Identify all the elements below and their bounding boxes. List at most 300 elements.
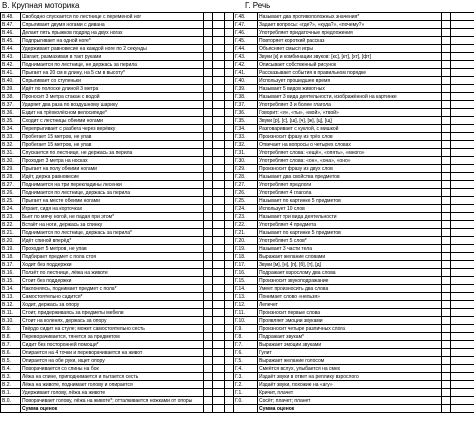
left-score-box[interactable] <box>204 237 213 245</box>
right-score-box[interactable] <box>442 61 451 69</box>
right-sum-box[interactable] <box>442 405 451 413</box>
left-code: В.12. <box>1 301 21 309</box>
left-score-box[interactable] <box>204 13 213 21</box>
right-score-box[interactable] <box>442 301 451 309</box>
right-score-box[interactable] <box>442 269 451 277</box>
left-score-box[interactable] <box>204 213 213 221</box>
left-code: В.11. <box>1 309 21 317</box>
column-spacer <box>451 205 474 213</box>
right-code: Г.4. <box>234 365 258 373</box>
left-item-text: Лёжа на спине, приподнимается и пытается сесть <box>21 373 204 381</box>
right-score-box[interactable] <box>442 157 451 165</box>
column-spacer <box>213 317 225 325</box>
left-score-box[interactable] <box>204 317 213 325</box>
right-score-box[interactable] <box>442 85 451 93</box>
right-item-text: Использует 10 слов <box>258 205 442 213</box>
right-code: Г.41. <box>234 69 258 77</box>
assessment-row <box>1 165 474 173</box>
left-item-text: Спускается по лестнице, не держась за перила <box>21 149 204 157</box>
assessment-row <box>1 349 474 357</box>
right-score-box[interactable] <box>442 13 451 21</box>
left-item-text: Удерживает голову, лёжа на животе <box>21 389 204 397</box>
left-score-box[interactable] <box>204 341 213 349</box>
column-spacer <box>213 341 225 349</box>
left-code: В.4. <box>1 365 21 373</box>
column-spacer <box>451 109 474 117</box>
right-score-box[interactable] <box>442 77 451 85</box>
left-extra-box[interactable] <box>225 389 234 397</box>
right-code: Г.19. <box>234 245 258 253</box>
right-score-box[interactable] <box>442 365 451 373</box>
column-spacer <box>451 245 474 253</box>
right-item-text: Издаёт звуки, похожие на «агу» <box>258 381 442 389</box>
column-spacer <box>451 397 474 405</box>
left-extra-box[interactable] <box>225 373 234 381</box>
right-score-box[interactable] <box>442 37 451 45</box>
left-extra-box[interactable] <box>225 37 234 45</box>
footer-spacer <box>451 405 474 413</box>
left-code: В.42. <box>1 61 21 69</box>
left-item-text: Спрыгивает двумя ногами с дивана <box>21 21 204 29</box>
right-item-text: Произносит фразу из трёх слов <box>258 133 442 141</box>
left-extra-box[interactable] <box>225 45 234 53</box>
column-spacer <box>451 253 474 261</box>
left-code: В.29. <box>1 165 21 173</box>
assessment-table <box>0 12 474 413</box>
left-score-box[interactable] <box>204 253 213 261</box>
column-spacer <box>213 205 225 213</box>
right-score-box[interactable] <box>442 237 451 245</box>
left-extra-box[interactable] <box>225 29 234 37</box>
right-item-text: Употребляет слова: «ещё», «опять», «много» <box>258 149 442 157</box>
right-code: Г.40. <box>234 77 258 85</box>
left-item-text: Подбирает предмет с пола стоя <box>21 253 204 261</box>
left-score-box[interactable] <box>204 293 213 301</box>
left-sum-extra-box[interactable] <box>225 405 234 413</box>
right-score-box[interactable] <box>442 333 451 341</box>
right-code: Г.3. <box>234 373 258 381</box>
left-item-text: Поднимается по лестнице, держась за перила <box>21 189 204 197</box>
assessment-row <box>1 109 474 117</box>
left-score-box[interactable] <box>204 261 213 269</box>
left-extra-box[interactable] <box>225 245 234 253</box>
right-item-text: Гулит <box>258 349 442 357</box>
assessment-row <box>1 389 474 397</box>
right-item-text: Сосёт; плачет; планет <box>258 397 442 405</box>
left-extra-box[interactable] <box>225 269 234 277</box>
left-extra-box[interactable] <box>225 149 234 157</box>
column-spacer <box>451 285 474 293</box>
left-extra-box[interactable] <box>225 133 234 141</box>
right-item-text: Называет два противоположных значения* <box>258 13 442 21</box>
left-score-box[interactable] <box>204 173 213 181</box>
left-score-box[interactable] <box>204 157 213 165</box>
right-item-text: Разговаривает с куклой, с мишкой <box>258 125 442 133</box>
left-extra-box[interactable] <box>225 77 234 85</box>
column-spacer <box>213 85 225 93</box>
left-extra-box[interactable] <box>225 397 234 405</box>
left-code: В.41. <box>1 69 21 77</box>
left-extra-box[interactable] <box>225 141 234 149</box>
right-score-box[interactable] <box>442 45 451 53</box>
right-item-text: Понимает слово «нельзя» <box>258 293 442 301</box>
assessment-row <box>1 45 474 53</box>
right-score-box[interactable] <box>442 213 451 221</box>
assessment-row <box>1 77 474 85</box>
right-score-box[interactable] <box>442 165 451 173</box>
left-score-box[interactable] <box>204 373 213 381</box>
right-item-text: Называет 3 вида деятельности, изображённой на картинке <box>258 93 442 101</box>
left-score-box[interactable] <box>204 381 213 389</box>
left-extra-box[interactable] <box>225 205 234 213</box>
left-score-box[interactable] <box>204 181 213 189</box>
assessment-row <box>1 93 474 101</box>
left-extra-box[interactable] <box>225 365 234 373</box>
left-extra-box[interactable] <box>225 229 234 237</box>
column-spacer <box>213 13 225 21</box>
left-score-box[interactable] <box>204 229 213 237</box>
right-score-box[interactable] <box>442 125 451 133</box>
assessment-row <box>1 245 474 253</box>
right-score-box[interactable] <box>442 229 451 237</box>
right-score-box[interactable] <box>442 29 451 37</box>
column-spacer <box>213 133 225 141</box>
right-code: Г.18. <box>234 253 258 261</box>
right-code: Г.7. <box>234 341 258 349</box>
left-item-text: Проходит 5 метров, не упав <box>21 245 204 253</box>
left-score-box[interactable] <box>204 93 213 101</box>
column-spacer <box>451 229 474 237</box>
right-score-box[interactable] <box>442 197 451 205</box>
left-extra-box[interactable] <box>225 69 234 77</box>
right-score-box[interactable] <box>442 205 451 213</box>
left-score-box[interactable] <box>204 221 213 229</box>
right-code: Г.5. <box>234 357 258 365</box>
right-score-box[interactable] <box>442 397 451 405</box>
column-spacer <box>213 53 225 61</box>
assessment-row <box>1 221 474 229</box>
left-item-text: Бьет по мячу ногой, не падая при этом* <box>21 213 204 221</box>
right-score-box[interactable] <box>442 181 451 189</box>
right-score-box[interactable] <box>442 117 451 125</box>
column-spacer <box>213 221 225 229</box>
left-code: В.18. <box>1 253 21 261</box>
left-code: В.3. <box>1 373 21 381</box>
left-item-text: Ходит без поддержки <box>21 261 204 269</box>
assessment-row <box>1 365 474 373</box>
left-score-box[interactable] <box>204 349 213 357</box>
left-score-box[interactable] <box>204 389 213 397</box>
column-spacer <box>451 389 474 397</box>
right-score-box[interactable] <box>442 357 451 365</box>
left-score-box[interactable] <box>204 189 213 197</box>
left-item-text: Прыгает на месте обеими ногами <box>21 197 204 205</box>
right-score-box[interactable] <box>442 293 451 301</box>
column-spacer <box>451 349 474 357</box>
column-spacer <box>213 69 225 77</box>
left-extra-box[interactable] <box>225 261 234 269</box>
left-item-text: Ездит на трёхколёсном велосипеде* <box>21 109 204 117</box>
left-score-box[interactable] <box>204 117 213 125</box>
left-extra-box[interactable] <box>225 213 234 221</box>
left-extra-box[interactable] <box>225 301 234 309</box>
left-extra-box[interactable] <box>225 189 234 197</box>
left-score-box[interactable] <box>204 101 213 109</box>
column-spacer <box>213 333 225 341</box>
column-spacer <box>451 37 474 45</box>
left-code: В.43. <box>1 53 21 61</box>
right-score-box[interactable] <box>442 21 451 29</box>
right-item-text: Описывает собственный рисунок <box>258 61 442 69</box>
right-item-text: Подражает звукам* <box>258 333 442 341</box>
right-item-text: Выражает эмоции звуками <box>258 341 442 349</box>
right-score-box[interactable] <box>442 285 451 293</box>
left-score-box[interactable] <box>204 277 213 285</box>
left-score-box[interactable] <box>204 61 213 69</box>
right-score-box[interactable] <box>442 325 451 333</box>
left-item-text: Пробегает 15 метров, не упав <box>21 133 204 141</box>
left-score-box[interactable] <box>204 325 213 333</box>
assessment-row <box>1 333 474 341</box>
column-spacer <box>213 261 225 269</box>
left-extra-box[interactable] <box>225 221 234 229</box>
assessment-row <box>1 309 474 317</box>
assessment-row <box>1 397 474 405</box>
left-score-box[interactable] <box>204 245 213 253</box>
assessment-row <box>1 237 474 245</box>
left-score-box[interactable] <box>204 269 213 277</box>
assessment-row <box>1 277 474 285</box>
left-extra-box[interactable] <box>225 285 234 293</box>
left-extra-box[interactable] <box>225 253 234 261</box>
right-score-box[interactable] <box>442 173 451 181</box>
left-extra-box[interactable] <box>225 381 234 389</box>
left-code: В.30. <box>1 157 21 165</box>
right-score-box[interactable] <box>442 341 451 349</box>
column-spacer <box>451 165 474 173</box>
right-item-text: Называет 3 части тела <box>258 245 442 253</box>
right-code: Г.8. <box>234 333 258 341</box>
assessment-row <box>1 181 474 189</box>
section-title-speech: Г. Речь <box>245 1 271 10</box>
column-spacer <box>451 189 474 197</box>
column-spacer <box>213 245 225 253</box>
left-score-box[interactable] <box>204 333 213 341</box>
column-spacer <box>213 109 225 117</box>
column-spacer <box>451 141 474 149</box>
left-score-box[interactable] <box>204 365 213 373</box>
left-code: В.28. <box>1 173 21 181</box>
left-score-box[interactable] <box>204 77 213 85</box>
right-score-box[interactable] <box>442 149 451 157</box>
left-code: В.16. <box>1 269 21 277</box>
left-extra-box[interactable] <box>225 325 234 333</box>
right-code: Г.34. <box>234 125 258 133</box>
right-item-text: Звуки [р], [с], [ш], [ч], [ж], [ц], [щ] <box>258 117 442 125</box>
left-score-box[interactable] <box>204 133 213 141</box>
left-score-box[interactable] <box>204 85 213 93</box>
column-spacer <box>213 149 225 157</box>
left-extra-box[interactable] <box>225 173 234 181</box>
right-code: Г.36. <box>234 109 258 117</box>
right-score-box[interactable] <box>442 389 451 397</box>
left-extra-box[interactable] <box>225 317 234 325</box>
left-item-text: Свободно спускается по лестнице с переменой ног <box>21 13 204 21</box>
left-extra-box[interactable] <box>225 13 234 21</box>
left-item-text: Ударяет два раза по воздушному шарику <box>21 101 204 109</box>
left-score-box[interactable] <box>204 37 213 45</box>
left-score-box[interactable] <box>204 141 213 149</box>
column-spacer <box>213 373 225 381</box>
right-item-text: Кричит, плачет <box>258 389 442 397</box>
left-extra-box[interactable] <box>225 165 234 173</box>
right-score-box[interactable] <box>442 253 451 261</box>
left-sum-box[interactable] <box>204 405 213 413</box>
left-score-box[interactable] <box>204 301 213 309</box>
column-spacer <box>451 301 474 309</box>
column-spacer <box>213 277 225 285</box>
right-score-box[interactable] <box>442 373 451 381</box>
left-item-text: Играет, сидя на корточках <box>21 205 204 213</box>
left-code: В.19. <box>1 245 21 253</box>
column-spacer <box>213 101 225 109</box>
right-item-text: Употребляет 5 слов* <box>258 237 442 245</box>
right-score-box[interactable] <box>442 69 451 77</box>
left-extra-box[interactable] <box>225 293 234 301</box>
left-extra-box[interactable] <box>225 21 234 29</box>
left-score-box[interactable] <box>204 149 213 157</box>
left-code: В.25. <box>1 197 21 205</box>
left-item-text: Поднимается на три перекладины лесенки <box>21 181 204 189</box>
left-score-box[interactable] <box>204 109 213 117</box>
left-extra-box[interactable] <box>225 125 234 133</box>
right-item-text: Выражает желание голосом <box>258 357 442 365</box>
left-code: В.0. <box>1 397 21 405</box>
left-item-text: Проходит 3 метра на носках <box>21 157 204 165</box>
left-code: В.9. <box>1 325 21 333</box>
left-extra-box[interactable] <box>225 341 234 349</box>
left-extra-box[interactable] <box>225 277 234 285</box>
right-code: Г.2. <box>234 381 258 389</box>
right-score-box[interactable] <box>442 261 451 269</box>
left-score-box[interactable] <box>204 69 213 77</box>
right-code: Г.43. <box>234 53 258 61</box>
left-score-box[interactable] <box>204 309 213 317</box>
left-score-box[interactable] <box>204 125 213 133</box>
left-score-box[interactable] <box>204 29 213 37</box>
right-item-text: Употребляет придаточные предложения <box>258 29 442 37</box>
right-score-box[interactable] <box>442 101 451 109</box>
section-title-gross-motor: В. Крупная моторика <box>2 1 80 10</box>
column-spacer <box>451 117 474 125</box>
left-extra-box[interactable] <box>225 61 234 69</box>
right-score-box[interactable] <box>442 221 451 229</box>
left-extra-box[interactable] <box>225 181 234 189</box>
left-score-box[interactable] <box>204 285 213 293</box>
right-score-box[interactable] <box>442 277 451 285</box>
left-extra-box[interactable] <box>225 85 234 93</box>
column-spacer <box>213 37 225 45</box>
right-code: Г.27. <box>234 181 258 189</box>
column-spacer <box>213 165 225 173</box>
right-code: Г.26. <box>234 189 258 197</box>
left-score-box[interactable] <box>204 357 213 365</box>
left-item-text: Идёт, держа равновесие <box>21 173 204 181</box>
right-score-box[interactable] <box>442 141 451 149</box>
right-score-box[interactable] <box>442 133 451 141</box>
left-item-text: Поднимается по лестнице, держась за перила* <box>21 229 204 237</box>
column-spacer <box>451 93 474 101</box>
right-item-text: Использует прошедшее время <box>258 77 442 85</box>
right-item-text: Называет по картинке 5 предметов <box>258 197 442 205</box>
left-item-text: Стоит, придерживаясь за предметы мебели <box>21 309 204 317</box>
left-item-text: Прыгает на полу обеими ногами <box>21 165 204 173</box>
right-score-box[interactable] <box>442 381 451 389</box>
left-item-text: Самостоятельно садится* <box>21 293 204 301</box>
right-score-box[interactable] <box>442 245 451 253</box>
right-code: Г.15. <box>234 277 258 285</box>
right-score-box[interactable] <box>442 349 451 357</box>
left-extra-box[interactable] <box>225 349 234 357</box>
column-spacer <box>213 77 225 85</box>
right-score-box[interactable] <box>442 317 451 325</box>
column-spacer <box>213 269 225 277</box>
left-extra-box[interactable] <box>225 237 234 245</box>
left-extra-box[interactable] <box>225 157 234 165</box>
left-score-box[interactable] <box>204 165 213 173</box>
left-extra-box[interactable] <box>225 109 234 117</box>
right-code: Г.25. <box>234 197 258 205</box>
left-extra-box[interactable] <box>225 117 234 125</box>
left-extra-box[interactable] <box>225 333 234 341</box>
right-score-box[interactable] <box>442 93 451 101</box>
column-spacer <box>451 373 474 381</box>
left-extra-box[interactable] <box>225 357 234 365</box>
left-score-box[interactable] <box>204 397 213 405</box>
right-code: Г.6. <box>234 349 258 357</box>
assessment-row <box>1 205 474 213</box>
right-item-text: Лепечет <box>258 301 442 309</box>
left-extra-box[interactable] <box>225 93 234 101</box>
assessment-row <box>1 157 474 165</box>
left-score-box[interactable] <box>204 53 213 61</box>
column-spacer <box>213 181 225 189</box>
right-code: Г.44. <box>234 45 258 53</box>
column-spacer <box>451 149 474 157</box>
left-item-text: Сходит с лестницы обеими ногами <box>21 117 204 125</box>
right-item-text: Звуки [к] и комбинации звуков: [кс], [кт], [хт], [фт] <box>258 53 442 61</box>
left-code: В.39. <box>1 85 21 93</box>
left-score-box[interactable] <box>204 21 213 29</box>
column-spacer <box>451 317 474 325</box>
right-score-box[interactable] <box>442 189 451 197</box>
right-item-text: Выражает желание словами <box>258 253 442 261</box>
left-extra-box[interactable] <box>225 101 234 109</box>
left-score-box[interactable] <box>204 197 213 205</box>
assessment-row <box>1 37 474 45</box>
left-extra-box[interactable] <box>225 53 234 61</box>
left-extra-box[interactable] <box>225 197 234 205</box>
column-spacer <box>213 285 225 293</box>
right-score-box[interactable] <box>442 109 451 117</box>
left-score-box[interactable] <box>204 45 213 53</box>
left-item-text: Лёжа на животе, поднимает голову и опирается <box>21 381 204 389</box>
right-score-box[interactable] <box>442 53 451 61</box>
right-score-box[interactable] <box>442 309 451 317</box>
right-sum-label: Сумма оценок <box>258 405 442 413</box>
left-extra-box[interactable] <box>225 309 234 317</box>
left-score-box[interactable] <box>204 205 213 213</box>
